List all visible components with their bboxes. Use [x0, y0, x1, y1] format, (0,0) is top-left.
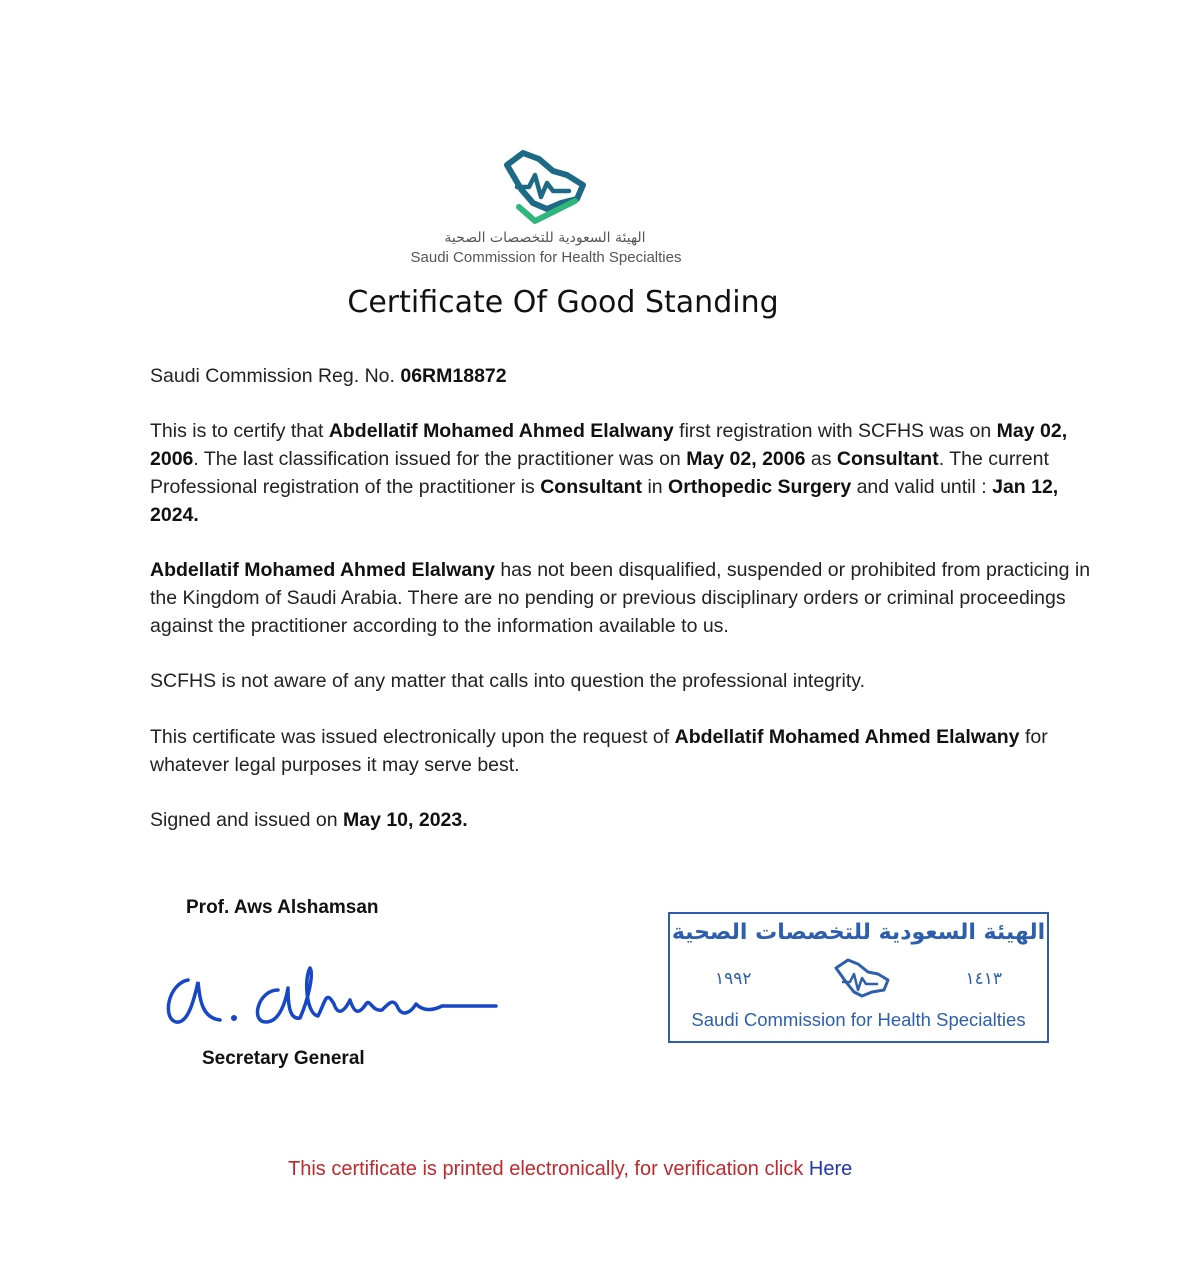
scfhs-logo-icon — [495, 145, 595, 225]
stamp-org-name-english: Saudi Commission for Health Specialties — [691, 1009, 1026, 1030]
practitioner-name: Abdellatif Mohamed Ahmed Elalwany — [328, 420, 674, 442]
issued-line — [150, 806, 1100, 834]
standing-paragraph — [150, 556, 1100, 640]
signatory-title: Secretary General — [202, 1048, 365, 1069]
last-classification-date: May 02, 2006 — [686, 448, 806, 470]
text-run: as — [805, 448, 837, 470]
verification-text: This certificate is printed electronically, for verification click — [288, 1158, 809, 1180]
valid-until-date: Jan 12, 2024. — [150, 476, 1059, 526]
page-title: Certificate Of Good Standing — [347, 285, 779, 320]
stamp-logo-icon — [828, 954, 894, 1004]
verification-notice — [288, 1158, 852, 1181]
practitioner-name: Abdellatif Mohamed Ahmed Elalwany — [150, 559, 495, 581]
issued-date: May 10, 2023. — [342, 809, 468, 831]
text-run: and valid until : — [851, 476, 993, 498]
verification-link[interactable]: Here — [808, 1158, 853, 1180]
stamp-year-hijri: ١٤١٣ — [965, 969, 1002, 989]
purpose-paragraph — [150, 723, 1100, 779]
signature-icon — [158, 960, 503, 1035]
text-run: . The current Professional registration of the practitioner is — [150, 448, 1049, 498]
stamp-org-name-arabic: الهيئة السعودية للتخصصات الصحية — [671, 920, 1046, 945]
first-registration-date: May 02, 2006 — [150, 420, 1068, 470]
org-name-english: Saudi Commission for Health Specialties — [410, 249, 682, 266]
certification-paragraph — [150, 417, 1100, 529]
text-run: in — [642, 476, 669, 498]
text-run: This is to certify that — [150, 420, 329, 442]
official-stamp — [668, 912, 1049, 1043]
text-run: This certificate was issued electronically upon the request of — [150, 726, 675, 748]
text-run: . The last classification issued for the practitioner was on — [193, 448, 687, 470]
org-name-arabic: الهيئة السعودية للتخصصات الصحية — [444, 230, 646, 246]
classification: Consultant — [836, 448, 939, 470]
registration-label: Saudi Commission Reg. No. — [150, 365, 395, 387]
specialty: Orthopedic Surgery — [668, 476, 852, 498]
registration-number: 06RM18872 — [400, 365, 507, 387]
text-run: first registration with SCFHS was on — [673, 420, 997, 442]
registration-line — [150, 362, 1100, 390]
issued-label: Signed and issued on — [150, 809, 343, 831]
current-registration: Consultant — [540, 476, 643, 498]
stamp-year-gregorian: ١٩٩٢ — [715, 969, 752, 989]
text-run: has not been disqualified, suspended or prohibited from practicing in the Kingdom of Saudi Arabia. There are no pending or previous disciplinary orders or criminal proceedings against the practitioner according to the information available to us. — [150, 559, 1091, 637]
text-run: for whatever legal purposes it may serve best. — [150, 726, 1048, 776]
practitioner-name: Abdellatif Mohamed Ahmed Elalwany — [674, 726, 1020, 748]
signatory-name: Prof. Aws Alshamsan — [186, 897, 379, 918]
integrity-paragraph: SCFHS is not aware of any matter that calls into question the professional integrity. — [150, 670, 865, 692]
